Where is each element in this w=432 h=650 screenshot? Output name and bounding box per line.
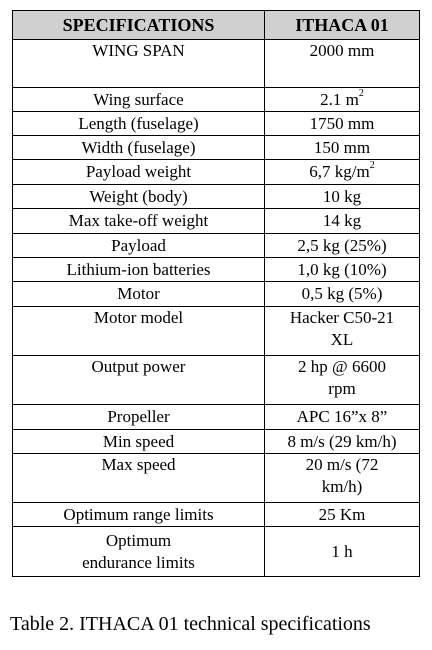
value-line-2: rpm xyxy=(328,379,356,398)
table-header-row xyxy=(13,11,420,40)
row-value xyxy=(265,160,420,185)
row-label: Lithium-ion batteries xyxy=(13,258,265,282)
row-value: 8 m/s (29 km/h) xyxy=(265,430,420,454)
row-label: Payload weight xyxy=(13,160,265,185)
table-row xyxy=(13,307,420,356)
table-row xyxy=(13,258,420,282)
row-label: Payload xyxy=(13,234,265,258)
table-row xyxy=(13,185,420,209)
value-line-2: km/h) xyxy=(321,477,363,496)
specifications-table xyxy=(12,10,420,577)
table-row xyxy=(13,40,420,88)
row-label: Width (fuselage) xyxy=(13,136,265,160)
value-superscript: 2 xyxy=(369,160,375,172)
row-label: Motor xyxy=(13,282,265,307)
table-row xyxy=(13,527,420,577)
table-row xyxy=(13,136,420,160)
table-row xyxy=(13,112,420,136)
row-label: Optimum range limits xyxy=(13,503,265,527)
table-row xyxy=(13,454,420,503)
row-label: Max take-off weight xyxy=(13,209,265,234)
label-line-2: endurance limits xyxy=(82,552,195,572)
row-label: Output power xyxy=(13,356,265,405)
table-row xyxy=(13,405,420,430)
row-value xyxy=(265,356,420,405)
value-line-1: 20 m/s (72 xyxy=(305,455,379,474)
value-line-2: XL xyxy=(330,330,354,349)
row-value: 2000 mm xyxy=(265,40,420,88)
table-row xyxy=(13,88,420,112)
row-value: 0,5 kg (5%) xyxy=(265,282,420,307)
row-value: 1 h xyxy=(265,527,420,577)
table-row xyxy=(13,503,420,527)
row-value: 10 kg xyxy=(265,185,420,209)
value-superscript: 2 xyxy=(358,87,364,99)
header-specifications: SPECIFICATIONS xyxy=(13,11,265,40)
row-value: 14 kg xyxy=(265,209,420,234)
row-value: 1750 mm xyxy=(265,112,420,136)
row-label: Weight (body) xyxy=(13,185,265,209)
row-value: 2,5 kg (25%) xyxy=(265,234,420,258)
row-label: Length (fuselage) xyxy=(13,112,265,136)
row-label: WING SPAN xyxy=(13,40,265,88)
row-value: 25 Km xyxy=(265,503,420,527)
row-label: Propeller xyxy=(13,405,265,430)
row-label: Wing surface xyxy=(13,88,265,112)
header-ithaca: ITHACA 01 xyxy=(265,11,420,40)
row-label: Min speed xyxy=(13,430,265,454)
row-value xyxy=(265,307,420,356)
value-text: 6,7 kg/m xyxy=(309,162,370,181)
row-value: 150 mm xyxy=(265,136,420,160)
row-label: Max speed xyxy=(13,454,265,503)
table-row xyxy=(13,160,420,185)
value-text: 2.1 m xyxy=(320,89,359,109)
row-value: APC 16”x 8” xyxy=(265,405,420,430)
row-value xyxy=(265,454,420,503)
table-row xyxy=(13,356,420,405)
row-value: 1,0 kg (10%) xyxy=(265,258,420,282)
table-row xyxy=(13,430,420,454)
row-value xyxy=(265,88,420,112)
label-line-1: Optimum xyxy=(105,530,172,550)
value-line-1: 2 hp @ 6600 xyxy=(298,357,386,376)
table-row xyxy=(13,282,420,307)
table-row xyxy=(13,209,420,234)
row-label: Motor model xyxy=(13,307,265,356)
row-label xyxy=(13,527,265,577)
table-row xyxy=(13,234,420,258)
table-caption: Table 2. ITHACA 01 technical specifications xyxy=(10,613,371,635)
value-line-1: Hacker C50-21 xyxy=(289,308,395,327)
